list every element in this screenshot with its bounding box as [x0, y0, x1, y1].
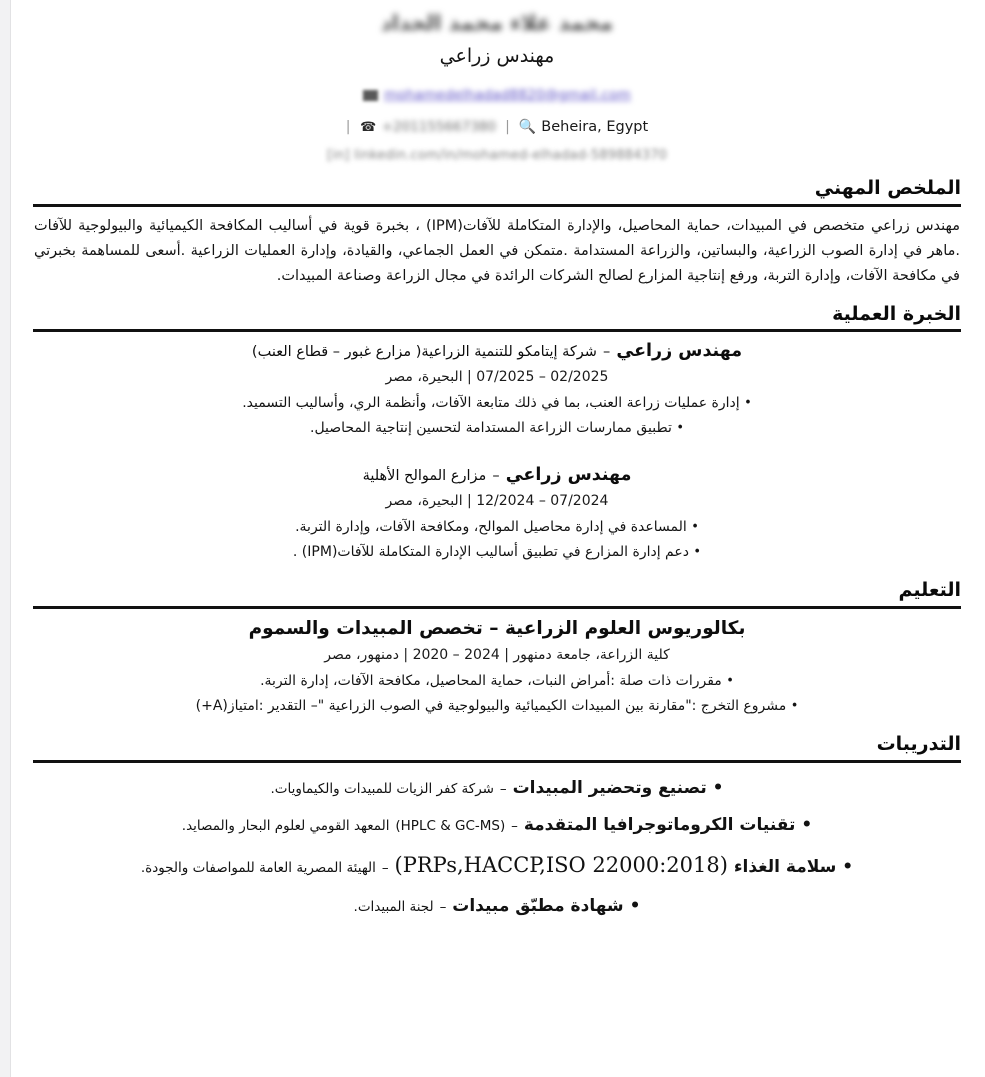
- experience-location: | البحيرة، مصر: [385, 492, 472, 509]
- contact-row: [33, 119, 961, 135]
- bullet-text: مشروع التخرج :"مقارنة بين المبيدات الكيميائية والبيولوجية في الصوب الزراعية "– التقدير :امتياز(A+): [195, 698, 787, 715]
- bullet-glyph: •: [691, 519, 699, 535]
- education-degree: بكالوريوس العلوم الزراعية – تخصص المبيدات والسموم: [248, 617, 746, 639]
- bullet-glyph: •: [676, 420, 684, 436]
- list-item: [33, 770, 961, 807]
- list-item: [33, 807, 961, 844]
- section-education: [33, 579, 961, 719]
- education-meta: كلية الزراعة، جامعة دمنهور | 2024 – 2020 | دمنهور، مصر: [324, 646, 670, 663]
- email-row: [33, 87, 961, 103]
- experience-location: | البحيرة، مصر: [385, 368, 472, 385]
- training-name: تصنيع وتحضير المبيدات: [512, 778, 707, 798]
- separator-left: |: [345, 119, 351, 136]
- training-code: (HPLC & GC-MS): [395, 817, 506, 834]
- summary-text: مهندس زراعي متخصص في المبيدات، حماية المحاصيل، والإدارة المتكاملة للآفات(IPM) ، بخبرة قوية في أساليب المكافحة الكيميائية والبيولوجية للآفات .ماهر في إدارة الصوب الزراعية، والبساتين، والزراعة المستدامة .متمكن في العمل الجماعي، والقيادة، وإدارة العمليات الزراعية .أسعى للمساهمة بخبرتي في مكافحة الآفات، وإدارة التربة، ورفع إنتاجية المزارع لصالح الشركات الرائدة في مجال الزراعة وصناعة المبيدات.: [34, 217, 960, 284]
- bullet-glyph: •: [693, 544, 702, 560]
- training-name: سلامة الغذاء: [733, 857, 837, 878]
- phone-number: +201155667380: [381, 119, 497, 136]
- training-code: (PRPs,HACCP,ISO 22000:2018): [394, 853, 728, 878]
- training-dash: –: [381, 860, 389, 877]
- section-trainings: [33, 733, 961, 925]
- experience-dates: 07/2025 – 02/2025: [476, 368, 609, 385]
- experience-heading: [33, 339, 961, 364]
- training-list: [33, 770, 961, 925]
- envelope-icon: [363, 90, 378, 101]
- training-provider: شركة كفر الزيات للمبيدات والكيماويات.: [270, 781, 494, 797]
- section-title-summary: الملخص المهني: [814, 177, 961, 200]
- section-title-education: التعليم: [898, 579, 961, 602]
- bullet-text: المساعدة في إدارة محاصيل الموالح، ومكافحة الآفات، وإدارة التربة.: [295, 519, 687, 536]
- training-name: تقنيات الكروماتوجرافيا المتقدمة: [523, 814, 796, 835]
- separator-right: |: [505, 119, 510, 136]
- bullet-glyph: •: [790, 698, 799, 714]
- bullet-glyph: •: [744, 395, 752, 411]
- experience-dash: –: [492, 468, 500, 485]
- section-rule: [33, 760, 961, 763]
- list-item: [33, 391, 961, 416]
- location-text: Beheira, Egypt: [541, 119, 649, 136]
- training-provider: المعهد القومي لعلوم البحار والمصايد.: [181, 817, 390, 834]
- education-bullets: [33, 669, 961, 719]
- experience-role: مهندس زراعي: [505, 465, 632, 486]
- training-provider: لجنة المبيدات.: [353, 899, 434, 916]
- experience-meta: [33, 367, 961, 389]
- experience-meta: [33, 491, 961, 513]
- bullet-glyph: •: [801, 814, 813, 835]
- phone-group: [360, 119, 497, 135]
- bullet-text: مقررات ذات صلة :أمراض النبات، حماية المحاصيل، مكافحة الآفات، إدارة التربة.: [260, 673, 722, 690]
- bullet-glyph: •: [712, 778, 724, 798]
- location-pin-icon: 🔍: [518, 119, 537, 136]
- training-dash: –: [499, 781, 507, 797]
- section-summary: [33, 177, 961, 289]
- list-item: [33, 540, 961, 565]
- phone-icon: ☎: [359, 119, 376, 135]
- training-dash: –: [439, 899, 447, 916]
- candidate-name: محمد علاء محمد الحداد: [381, 11, 613, 35]
- bullet-glyph: •: [726, 673, 734, 689]
- experience-heading: [33, 463, 961, 488]
- experience-bullets: [33, 391, 961, 441]
- experience-entry: [33, 339, 961, 441]
- training-dash: –: [511, 817, 518, 834]
- experience-entry: [33, 463, 961, 565]
- list-item: [33, 843, 961, 888]
- training-name: شهادة مطبّق مبيدات: [452, 896, 624, 917]
- bullet-text: إدارة عمليات زراعة العنب، بما في ذلك متابعة الآفات، وأنظمة الري، وأساليب التسميد.: [242, 395, 740, 412]
- experience-organization: شركة إيتامكو للتنمية الزراعية( مزارع غبور – قطاع العنب): [251, 344, 597, 361]
- training-provider: الهيئة المصرية العامة للمواصفات والجودة.: [140, 860, 376, 877]
- list-item: [33, 669, 961, 694]
- section-title-trainings: التدريبات: [876, 733, 961, 756]
- experience-organization: مزارع الموالح الأهلية: [362, 468, 487, 485]
- bullet-glyph: •: [842, 857, 854, 878]
- cv-header: [33, 6, 961, 163]
- section-rule: [33, 204, 961, 207]
- experience-dash: –: [603, 344, 611, 361]
- section-rule: [33, 606, 961, 609]
- list-item: [33, 888, 961, 925]
- section-title-experience: الخبرة العملية: [832, 302, 961, 325]
- page-left-edge: [0, 0, 11, 1077]
- list-item: [33, 694, 961, 719]
- linkedin-link[interactable]: [in] linkedin.com/in/mohamed-elhadad-589884370: [326, 148, 668, 164]
- bullet-glyph: •: [629, 896, 641, 917]
- list-item: [33, 515, 961, 540]
- bullet-text: تطبيق ممارسات الزراعة المستدامة لتحسين إنتاجية المحاصيل.: [310, 420, 672, 437]
- experience-dates: 12/2024 – 07/2024: [476, 492, 609, 509]
- email-link[interactable]: mohamedelhadad8820@gmail.com: [384, 87, 631, 104]
- bullet-text: دعم إدارة المزارع في تطبيق أساليب الإدارة المتكاملة للآفات(IPM) .: [292, 544, 689, 561]
- candidate-job-title: مهندس زراعي: [439, 45, 555, 68]
- experience-bullets: [33, 515, 961, 565]
- experience-role: مهندس زراعي: [616, 341, 743, 362]
- list-item: [33, 416, 961, 441]
- cv-document: [11, 0, 985, 1077]
- location-group: [519, 119, 648, 135]
- section-rule: [33, 329, 961, 332]
- section-experience: [33, 303, 961, 566]
